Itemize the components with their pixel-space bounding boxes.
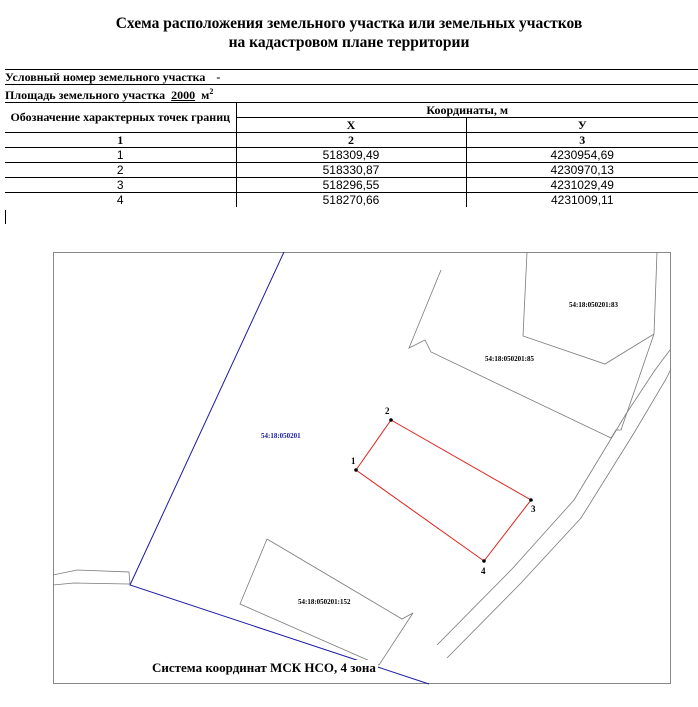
x-column-header: X xyxy=(236,118,466,133)
point-marker xyxy=(529,498,533,502)
conditional-number-row xyxy=(5,70,698,85)
area-unit: м xyxy=(201,88,210,102)
coordinate-system-caption: Система координат МСК НСО, 4 зона xyxy=(152,660,376,675)
point-cell: 2 xyxy=(5,163,236,178)
point-cell: 4 xyxy=(5,193,236,208)
area-value: 2000 xyxy=(171,88,196,102)
point-label: 2 xyxy=(385,406,390,416)
point-label: 1 xyxy=(351,456,356,466)
column-number: 3 xyxy=(466,133,698,148)
column-numbers-row xyxy=(5,133,698,148)
area-row xyxy=(5,85,698,103)
point-cell: 1 xyxy=(5,148,236,163)
y-cell: 4230970,13 xyxy=(466,163,698,178)
parcel-83-label: 54:18:050201:83 xyxy=(569,301,618,309)
column-number: 1 xyxy=(5,133,236,148)
y-cell: 4231009,11 xyxy=(466,193,698,208)
conditional-number-label: Условный номер земельного участка xyxy=(5,70,206,84)
point-label: 4 xyxy=(481,566,486,576)
parcel-85-label: 54:18:050201:85 xyxy=(485,355,534,363)
point-marker xyxy=(482,559,486,563)
title-line-1: Схема расположения земельного участка или земельных участков xyxy=(115,15,583,32)
column-number: 2 xyxy=(236,133,466,148)
x-cell: 518309,49 xyxy=(236,148,466,163)
points-column-header: Обозначение характерных точек границ xyxy=(5,103,236,133)
conditional-number-value: - xyxy=(216,70,221,84)
table-row xyxy=(5,193,698,208)
x-cell: 518270,66 xyxy=(236,193,466,208)
point-label: 3 xyxy=(531,504,536,514)
y-column-header: У xyxy=(466,118,698,133)
area-label: Площадь земельного участка xyxy=(5,88,166,102)
cadastral-map xyxy=(53,252,672,685)
coordinates-table xyxy=(5,69,698,207)
table-left-tick xyxy=(5,210,6,224)
area-unit-sup: 2 xyxy=(209,87,214,96)
x-cell: 518330,87 xyxy=(236,163,466,178)
coords-column-header: Координаты, м xyxy=(236,103,698,118)
x-cell: 518296,55 xyxy=(236,178,466,193)
y-cell: 4230954,69 xyxy=(466,148,698,163)
point-marker xyxy=(354,468,358,472)
point-cell: 3 xyxy=(5,178,236,193)
title-line-2: на кадастровом плане территории xyxy=(228,34,470,51)
parcel-152-label: 54:18:050201:152 xyxy=(298,598,351,606)
y-cell: 4231029,49 xyxy=(466,178,698,193)
map-frame xyxy=(54,253,671,684)
point-marker xyxy=(389,418,393,422)
table-row xyxy=(5,163,698,178)
table-row xyxy=(5,148,698,163)
table-row xyxy=(5,178,698,193)
document-title xyxy=(0,14,698,52)
quarter-label: 54:18:050201 xyxy=(261,432,301,440)
